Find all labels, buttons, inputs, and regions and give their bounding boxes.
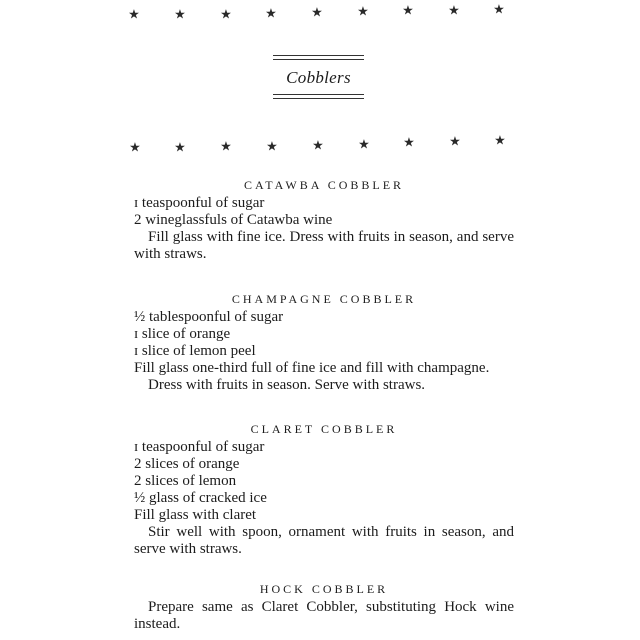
recipe-claret-cobbler: [134, 420, 514, 558]
ingredient-line: Fill glass with claret: [134, 507, 257, 523]
ingredient-line: ɪ teaspoonful of sugar: [134, 439, 265, 455]
ingredient-line: ½ tablespoonful of sugar: [134, 309, 284, 325]
section-title: Cobblers: [286, 68, 351, 87]
star-icon: ★: [311, 4, 323, 20]
star-icon: ★: [129, 139, 141, 155]
ingredient-line: 2 wineglassfuls of Catawba wine: [134, 212, 333, 228]
star-icon: ★: [448, 2, 460, 18]
recipe-instructions: Prepare same as Claret Cobbler, substituting Hock wine instead.: [134, 599, 514, 632]
star-icon: ★: [128, 6, 140, 22]
recipe-name: CLARET COBBLER: [250, 422, 398, 436]
star-icon: ★: [312, 137, 324, 153]
ingredient-line: ɪ teaspoonful of sugar: [134, 195, 265, 211]
double-rule-divider: [273, 94, 364, 99]
recipe-instructions: Fill glass one-third full of fine ice and fill with champagne.: [134, 360, 490, 376]
star-icon: ★: [265, 5, 277, 21]
star-icon: ★: [449, 133, 461, 149]
recipe-instructions: Stir well with spoon, ornament with fruits in season, and serve with straws.: [134, 524, 514, 557]
section-title-box: [273, 55, 364, 99]
ingredient-line: ɪ slice of orange: [134, 326, 231, 342]
ingredient-line: ɪ slice of lemon peel: [134, 343, 256, 359]
star-icon: ★: [220, 138, 232, 154]
star-icon: ★: [494, 132, 506, 148]
recipe-hock-cobbler: [134, 580, 514, 633]
star-icon: ★: [174, 139, 186, 155]
star-icon: ★: [174, 6, 186, 22]
recipe-instructions: Fill glass with fine ice. Dress with fruits in season, and serve with straws.: [134, 229, 514, 262]
ingredient-line: ½ glass of cracked ice: [134, 490, 267, 506]
recipe-name: HOCK COBBLER: [259, 582, 389, 596]
star-icon: ★: [402, 2, 414, 18]
recipe-catawba-cobbler: [134, 176, 514, 263]
ingredient-line: 2 slices of orange: [134, 456, 240, 472]
recipe-name: CATAWBA COBBLER: [243, 178, 405, 192]
recipe-champagne-cobbler: [134, 290, 514, 394]
ingredient-line: 2 slices of lemon: [134, 473, 237, 489]
double-rule-divider: [273, 55, 364, 60]
star-icon: ★: [358, 136, 370, 152]
star-icon: ★: [493, 1, 505, 17]
recipe-name: CHAMPAGNE COBBLER: [231, 292, 417, 306]
star-icon: ★: [403, 134, 415, 150]
star-icon: ★: [357, 3, 369, 19]
star-icon: ★: [266, 138, 278, 154]
star-icon: ★: [220, 6, 232, 22]
recipe-instructions: Dress with fruits in season. Serve with straws.: [148, 377, 426, 393]
